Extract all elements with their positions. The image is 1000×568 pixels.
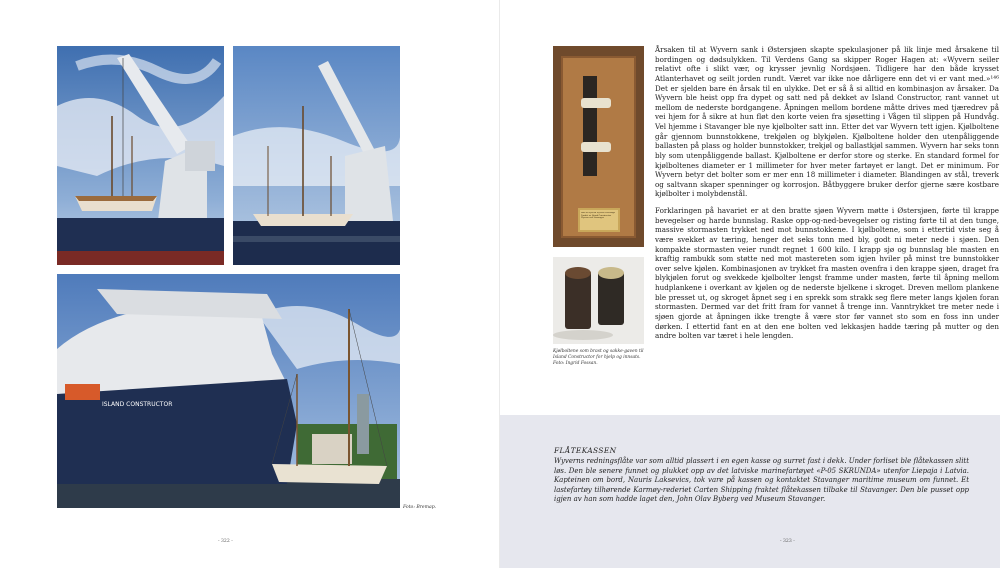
- article-paragraph: Årsaken til at Wyvern sank i Østersjøen skapte spekulasjoner på lik linje med årsakene til bordingen og dødsulykken. Til Verdens Gang sa skipper Roger Hagen at: «Wyvern seiler relativt ofte i slikt vær, og krysser jevnlig Nordsjøen. Tidligere har den både krysset Atlanterhavet og seilt jorden rundt. Været var ikke noe dårligere enn det vi er vant med.»¹⁴⁶ Det er sjelden bare én årsak til en ulykke. Det er så å si alltid en kombinasjon av årsaker. Da Wyvern ble heist opp fra dypet og satt ned på dekket av Island Constructor, rant vannet ut mellom de nederste bordgangene. Åpningen mellom bordene måtte drives med tjæredrev på vei hjem for å sikre at hun fløt den korte veien fra sjøsetting i Vågen til slippen på Hundvåg. Vel hjemme i Stavanger ble nye kjølbolter satt inn. Etter det var Wyvern tett igjen. Kjølboltene går gjennom bunnstokkene, trekjølen og blykjølen. Kjølboltene holder den utenpåliggende ballasten på plass og holder bunnstokker, trekjøl og ballastkjøl sammen. Wyvern har seks tonn bly som utenpåliggende ballast. Kjølboltene er derfor store og sterke. En standard formel for kjølboltenes diameter er 1 millimeter for hver meter fartøyet er langt. Det er minimum. For Wyvern betyr det bolter som er mer enn 18 millimeter i diameter. Blandingen av stål, treverk og saltvann skaper spenninger og korrosjon. Båtbyggere bruker derfor gjerne sære kostbare kjølbolter i molybdenstål.: [655, 45, 999, 199]
- article-paragraph: Forklaringen på havariet er at den bratte sjøen Wyvern møtte i Østersjøen, førte til krappe bevegelser og harde bunnslag. Raske opp-og-ned-bevegelser og risting førte til at den tunge, massive stormasten trykket ned mot bunnstokkene. I kjølboltene, som i ettertid viste seg å være svekket av tæring, henger det seks tonn med bly, godt ni meter nede i sjøen. Den kompakte stormasten veier rundt regnet 1 600 kilo. I krapp sjø og bunnslag ble masten en kraftig rambukk som støtte ned mot mastereten som igjen hviler på minst tre bunnstokker over selve kjølen. Kombinasjonen av trykket fra masten ovenfra i den krappe sjøen, draget fra blykjølen forut og svekkede kjølbolter lengst framme under masten, førte til åpning mellom hudplankene i overkant av kjølen og de nederste bjelkene i skroget. Dreven mellom plankene ble presset ut, og skroget åpnet seg i en sprekk som strakk seg flere meter langs kjølen foran stormasten. Dermed var det fritt fram for vannet å trenge inn. Vanntrykket tre meter nede i sjøen gjorde at åpningen ikke trengte å være stor før vannet sto som en foss inn under dørken. I ettertid fant en at den ene bolten ved lekkasjen hadde tæring på mutter og den andre bolten var tæret i hele lengden.: [655, 206, 999, 341]
- ship-name-label: ISLAND CONSTRUCTOR: [102, 401, 173, 408]
- sidebar-text: Wyverns redningsflåte var som alltid plassert i en egen kasse og surret fast i dekk. Under forliset ble flåtekassen slitt løs. Den ble senere funnet og plukket opp av det latviske marinefartøyet «P-05 SKRUNDA» utenfor Liepaja i Latvia. Kapteinen om bord, Nauris Laksevics, tok vare på kassen og kontaktet Stavanger maritime museum om funnet. Et lastefartøy tilhørende Karmøy-rederiet Carten Shipping fraktet flåtekassen tilbake til Stavanger. Den ble pusset opp igjen av han som hadde laget den, John Olav Byberg ved Museum Stavanger.: [554, 457, 969, 504]
- broken-keel-bolts-photo: [553, 257, 644, 344]
- wyvern-on-deck-photo: [233, 46, 400, 265]
- right-page-number: - 323 -: [780, 539, 795, 544]
- island-constructor-photo: [57, 274, 400, 508]
- main-article-text: [655, 45, 999, 348]
- sidebar-title: FLÅTEKASSEN: [554, 446, 617, 455]
- photo-credit: Foto: Bremap.: [403, 505, 437, 510]
- crane-lifting-wyvern-photo: [57, 46, 224, 265]
- plaque-text: Bolt of Wyvern Wyvern Wreckage Fundet av Island Constructor. Wyvern ved Stavanger: [581, 212, 616, 219]
- bolts-photo-caption: Kjølboltene som brast og sakke-gaven til Island Constructor for hjelp og innsats. Foto: Ingrid Fossan.: [553, 349, 644, 366]
- left-page-number: - 322 -: [218, 539, 233, 544]
